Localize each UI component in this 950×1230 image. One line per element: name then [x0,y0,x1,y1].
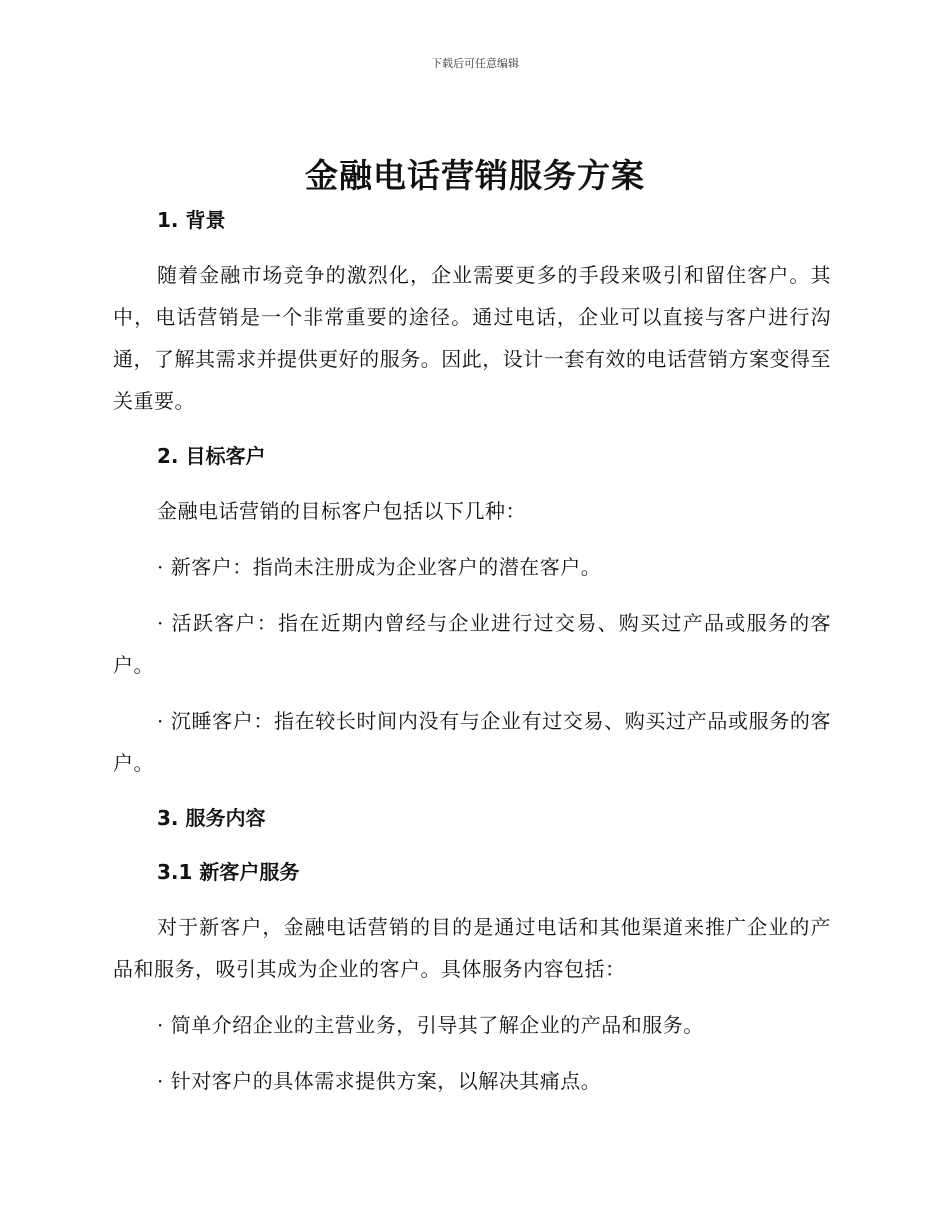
service-paragraph: 对于新客户，金融电话营销的目的是通过电话和其他渠道来推广企业的产品和服务，吸引其成为企业的客户。具体服务内容包括： [113,915,831,981]
sub-heading-new-customer: 3.1 新客户服务 [157,860,300,884]
list-item: · 沉睡客户：指在较长时间内没有与企业有过交易、购买过产品或服务的客户。 [113,709,831,775]
section-heading-target: 2. 目标客户 [157,444,266,468]
background-paragraph: 随着金融市场竞争的激烈化，企业需要更多的手段来吸引和留住客户。其中，电话营销是一个非常重要的途径。通过电话，企业可以直接与客户进行沟通，了解其需求并提供更好的服务。因此，设计一套有效的电话营销方案变得至关重要。 [113,263,831,413]
list-item: · 简单介绍企业的主营业务，引导其了解企业的产品和服务。 [157,1013,704,1037]
header-note: 下载后可任意编辑 [431,57,519,70]
document-body [113,200,831,1102]
target-intro: 金融电话营销的目标客户包括以下几种： [157,499,526,523]
section-heading-service: 3. 服务内容 [157,806,266,830]
list-item: · 活跃客户：指在近期内曾经与企业进行过交易、购买过产品或服务的客户。 [113,611,831,677]
list-item: · 新客户：指尚未注册成为企业客户的潜在客户。 [157,555,602,579]
section-heading-background: 1. 背景 [157,208,226,232]
list-item: · 针对客户的具体需求提供方案，以解决其痛点。 [157,1069,602,1093]
document-title: 金融电话营销服务方案 [305,156,645,195]
